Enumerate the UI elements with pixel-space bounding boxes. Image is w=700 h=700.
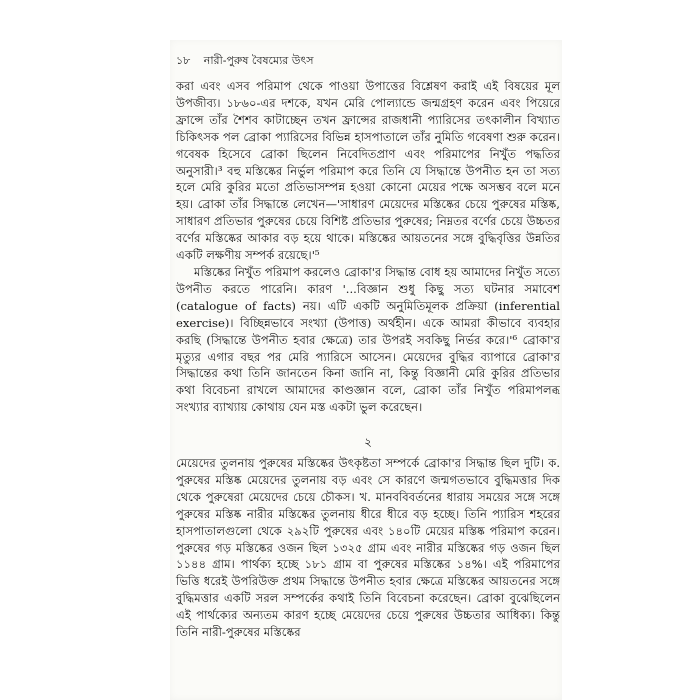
paragraph: মস্তিষ্কের নিখুঁত পরিমাপ করলেও ব্রোকা'র সিদ্ধান্ত বোধ হয় আমাদের নিখুঁত সত্যে উপনীত করতে পারেনি। কারণ '...বিজ্ঞান শুধু কিছু সত্য ঘটনার সমাবেশ (catalogue of facts) নয়। এটি একটি অনুমিতিমূলক প্রক্রিয়া (inferential exercise)। বিচ্ছিন্নভাবে সংখ্যা (উপাত্ত) অর্থহীন। একে আমরা কীভাবে ব্যবহার করছি (সিদ্ধান্তে উপনীত হবার ক্ষেত্রে) তার উপরই সবকিছু নির্ভর করে।'⁶ ব্রোকা'র মৃত্যুর এগার বছর পর মেরি প্যারিসে আসেন। মেয়েদের বুদ্ধির ব্যাপারে ব্রোকা'র সিদ্ধান্তের কথা তিনি জানতেন কিনা জানি না, কিন্তু বিজ্ঞানী মেরি কুরির প্রতিভার কথা বিবেচনা রাখলে আমাদের কাণ্ডজ্ঞান বলে, ব্রোকা তাঁর নিখুঁত পরিমাপলব্ধ সংখ্যার ব্যাখ্যায় কোথায় যেন মস্ত একটা ভুল করেছেন। xyxy=(176,264,560,415)
paragraph: মেয়েদের তুলনায় পুরুষের মস্তিষ্কের উৎকৃষ্টতা সম্পর্কে ব্রোকা'র সিদ্ধান্ত ছিল দুটি। ক. পুরুষের মস্তিষ্ক মেয়েদের তুলনায় বড় এবং সে কারণে জন্মগতভাবে বুদ্ধিমত্তার দিক থেকে পুরুষেরা মেয়েদের চেয়ে চৌকস। খ. মানববিবর্তনের ধারায় সময়ের সঙ্গে সঙ্গে পুরুষের মস্তিষ্ক নারীর মস্তিষ্কের তুলনায় ধীরে ধীরে বড় হচ্ছে। তিনি প্যারিস শহরের হাসপাতালগুলো থেকে ২৯২টি পুরুষের এবং ১৪০টি মেয়ের মস্তিষ্ক পরিমাপ করেন। পুরুষের গড় মস্তিষ্কের ওজন ছিল ১৩২৫ গ্রাম এবং নারীর মস্তিষ্কের গড় ওজন ছিল ১১৪৪ গ্রাম। পার্থক্য হচ্ছে ১৮১ গ্রাম বা পুরুষের মস্তিষ্কের ১৪%। এই পরিমাপের ভিত্তি ধরেই উপরিউক্ত প্রথম সিদ্ধান্তে উপনীত হবার ক্ষেত্রে মস্তিষ্কের আয়তনের সঙ্গে বুদ্ধিমত্তার একটি সরল সম্পর্কের কথাই তিনি বিবেচনা করেছেন। ব্রোকা বুঝেছিলেন এই পার্থক্যের অন্যতম কারণ হচ্ছে মেয়েদের চেয়ে পুরুষের উচ্চতার আধিক্য। কিন্তু তিনি নারী-পুরুষের মস্তিষ্কের xyxy=(176,456,560,640)
page-header xyxy=(176,52,314,71)
page-number: ১৮ xyxy=(176,54,191,67)
body-text xyxy=(176,78,560,641)
running-title: নারী-পুরুষ বৈষম্যের উৎস xyxy=(203,54,314,67)
book-page xyxy=(170,40,562,700)
section-number: ২ xyxy=(364,435,372,450)
paragraph: করা এবং এসব পরিমাপ থেকে পাওয়া উপাত্তের বিশ্লেষণ করাই এই বিষয়ের মূল উপজীব্য। ১৮৬০-এর দশকে, যখন মেরি পোল্যান্ডে জন্মগ্রহণ করেন এবং পিয়েরে ফ্রান্সে তাঁর শৈশব কাটাচ্ছেন তখন ফ্রান্সের রাজধানী প্যারিসের তৎকালীন বিখ্যাত চিকিৎসক পল ব্রোকা প্যারিসের বিভিন্ন হাসপাতালে তাঁর নুমিতি গবেষণা শুরু করেন। গবেষক হিসেবে ব্রোকা ছিলেন নিবেদিতপ্রাণ এবং পরিমাপের নিখুঁত পদ্ধতির অনুসারী।³ বহু মস্তিষ্কের নির্ভুল পরিমাপ করে তিনি যে সিদ্ধান্তে উপনীত হন তা সত্য হলে মেরি কুরির মতো প্রতিভাসম্পন্ন হওয়া কোনো মেয়ের পক্ষে অসম্ভব বলে মনে হয়। ব্রোকা তাঁর সিদ্ধান্তে লেখেন—'সাধারণ মেয়েদের মস্তিষ্কের চেয়ে পুরুষের মস্তিষ্ক, সাধারণ প্রতিভার পুরুষের চেয়ে বিশিষ্ট প্রতিভার পুরুষের; নিম্নতর বর্ণের চেয়ে উচ্চতর বর্ণের মস্তিষ্কের আকার বড় হয়ে থাকে। মস্তিষ্কের আয়তনের সঙ্গে বুদ্ধিবৃত্তির উন্নতির একটি লক্ষণীয় সম্পর্ক রয়েছে।'⁵ xyxy=(176,79,560,263)
